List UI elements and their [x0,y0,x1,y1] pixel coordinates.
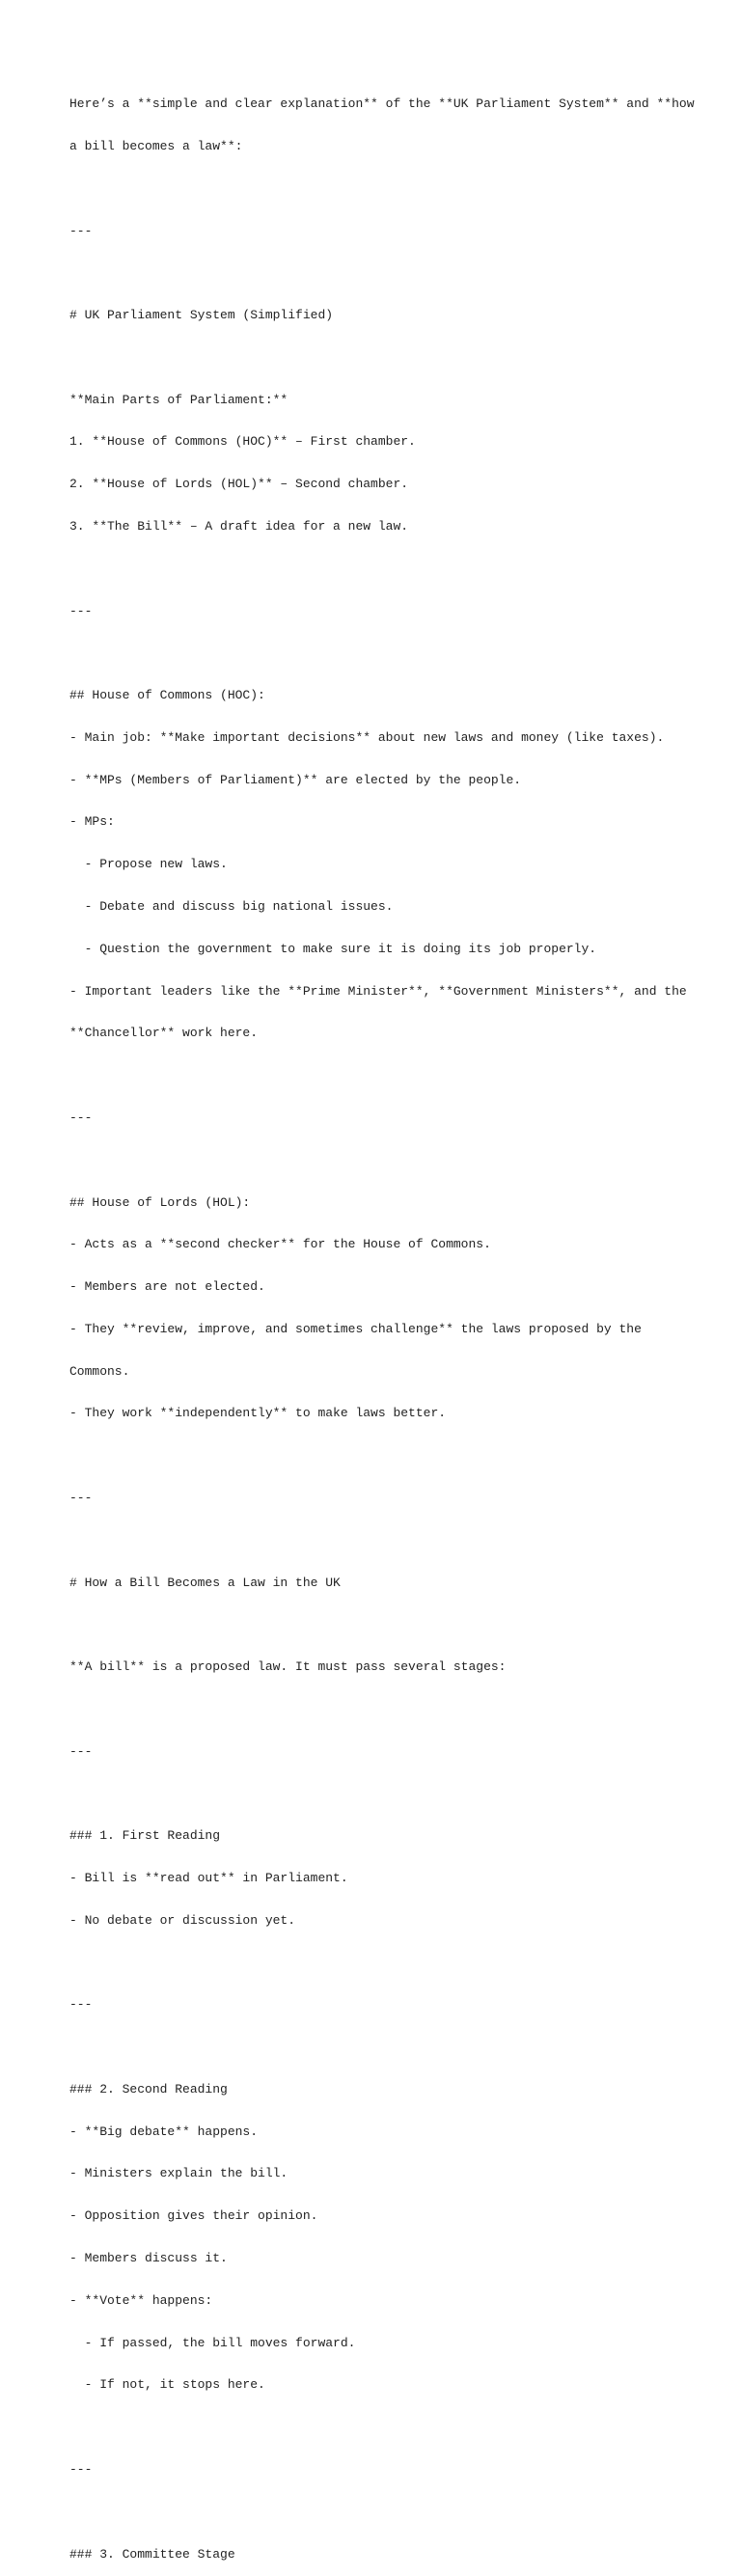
text-line: Commons. [69,1363,130,1379]
horizontal-rule-marker: --- [69,1490,93,1505]
list-item: - Opposition gives their opinion. [69,2208,318,2224]
blank-line [69,1957,687,1971]
blank-line [69,2421,687,2435]
list-item: - Question the government to make sure it is doing its job properly. [69,941,597,956]
list-item: - Propose new laws. [69,857,228,872]
list-item: - Main job: **Make important decisions** about new laws and money (like taxes). [69,729,665,745]
list-item: - Ministers explain the bill. [69,2166,288,2181]
text-line: **Chancellor** work here. [69,1026,259,1041]
list-item: - **MPs (Members of Parliament)** are elected by the people. [69,772,522,787]
heading-h3: ### 3. Committee Stage [69,2546,235,2562]
document-body [69,69,695,2576]
text-line: **Main Parts of Parliament:** [69,392,288,407]
text-line: **A bill** is a proposed law. It must pass several stages: [69,1659,507,1675]
heading-h3: ### 2. Second Reading [69,2081,228,2096]
list-item: - Members are not elected. [69,1279,265,1295]
heading-h1: # UK Parliament System (Simplified) [69,308,334,323]
heading-h2: ## House of Lords (HOL): [69,1194,251,1210]
list-item: - If not, it stops here. [69,2377,265,2393]
heading-h2: ## House of Commons (HOC): [69,688,265,703]
list-item: - Important leaders like the **Prime Minister**, **Government Ministers**, and the [69,983,687,999]
list-item: 1. **House of Commons (HOC)** – First chamber. [69,434,416,450]
blank-line [69,2041,687,2055]
list-item: - If passed, the bill moves forward. [69,2335,356,2350]
list-item: - Bill is **read out** in Parliament. [69,1871,348,1885]
list-item: - Debate and discuss big national issues. [69,899,394,915]
text-line: Here’s a **simple and clear explanation** of the **UK Parliament System** and **how [69,96,695,112]
blank-line [69,1703,687,1717]
text-line: a bill becomes a law**: [69,138,243,153]
blank-line [69,1154,687,1168]
list-item: - No debate or discussion yet. [69,1912,296,1928]
blank-line [69,1069,687,1083]
list-item: 3. **The Bill** – A draft idea for a new law. [69,519,409,534]
blank-line [69,266,687,281]
blank-line [69,1449,687,1464]
blank-line [69,562,687,577]
horizontal-rule-marker: --- [69,1997,93,2013]
list-item: - They **review, improve, and sometimes challenge** the laws proposed by the [69,1321,642,1336]
list-item: - MPs: [69,814,115,830]
blank-line [69,1618,687,1632]
blank-line [69,351,687,366]
list-item: - Members discuss it. [69,2251,228,2266]
heading-h1: # How a Bill Becomes a Law in the UK [69,1575,341,1590]
list-item: - **Big debate** happens. [69,2124,259,2139]
horizontal-rule-marker: --- [69,223,93,238]
list-item: 2. **House of Lords (HOL)** – Second chamber. [69,477,409,492]
list-item: - They work **independently** to make laws better. [69,1406,447,1421]
blank-line [69,2506,687,2520]
blank-line [69,1534,687,1548]
horizontal-rule-marker: --- [69,603,93,618]
list-item: - **Vote** happens: [69,2292,213,2308]
blank-line [69,646,687,661]
blank-line [69,182,687,197]
heading-h3: ### 1. First Reading [69,1828,221,1844]
horizontal-rule-marker: --- [69,1743,93,1759]
horizontal-rule-marker: --- [69,2461,93,2477]
blank-line [69,1787,687,1801]
horizontal-rule-marker: --- [69,1110,93,1125]
list-item: - Acts as a **second checker** for the House of Commons. [69,1237,491,1252]
